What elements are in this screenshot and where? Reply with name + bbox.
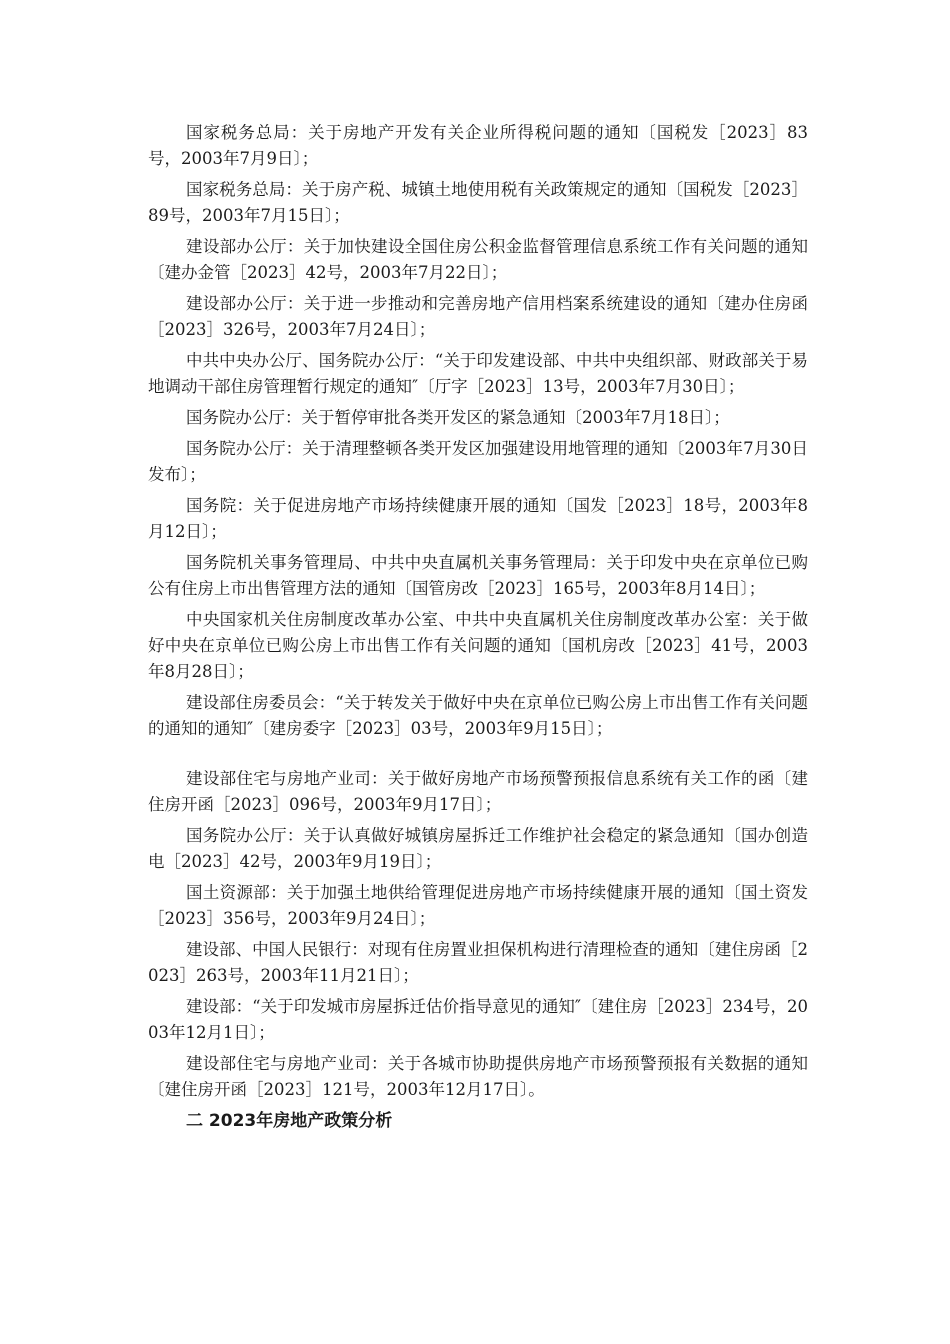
policy-item: 国务院：关于促进房地产市场持续健康开展的通知〔国发［2023］18号，2003年8月12日〕；	[148, 496, 808, 541]
policy-item: 建设部办公厅：关于加快建设全国住房公积金监督管理信息系统工作有关问题的通知〔建办金管［2023］42号，2003年7月22日〕；	[148, 237, 808, 282]
policy-item: 国家税务总局：关于房产税、城镇土地使用税有关政策规定的通知〔国税发［2023］89号，2003年7月15日〕；	[148, 180, 808, 225]
policy-item: 国家税务总局：关于房地产开发有关企业所得税问题的通知〔国税发［2023］83号，2003年7月9日〕；	[148, 123, 808, 168]
policy-item: 国土资源部：关于加强土地供给管理促进房地产市场持续健康开展的通知〔国土资发［2023］356号，2003年9月24日〕；	[148, 883, 808, 928]
policy-item: 中共中央办公厅、国务院办公厅：“关于印发建设部、中共中央组织部、财政部关于易地调动干部住房管理暂行规定的通知″〔厅字［2023］13号，2003年7月30日〕；	[148, 351, 808, 396]
policy-item: 国务院机关事务管理局、中共中央直属机关事务管理局：关于印发中央在京单位已购公有住房上市出售管理方法的通知〔国管房改［2023］165号，2003年8月14日〕；	[148, 553, 808, 598]
policy-item: 国务院办公厅：关于暂停审批各类开发区的紧急通知〔2003年7月18日〕；	[186, 408, 730, 427]
section-heading: 二 2023年房地产政策分析	[186, 1111, 393, 1131]
policy-item: 建设部住房委员会：“关于转发关于做好中央在京单位已购公房上市出售工作有关问题的通知的通知″〔建房委字［2023］03号，2003年9月15日〕；	[148, 693, 808, 738]
policy-item: 国务院办公厅：关于认真做好城镇房屋拆迁工作维护社会稳定的紧急通知〔国办创造电［2023］42号，2003年9月19日〕；	[148, 826, 808, 871]
policy-item: 建设部：“关于印发城市房屋拆迁估价指导意见的通知″〔建住房［2023］234号，2003年12月1日〕；	[148, 997, 808, 1042]
policy-item: 中央国家机关住房制度改革办公室、中共中央直属机关住房制度改革办公室：关于做好中央在京单位已购公房上市出售工作有关问题的通知〔国机房改［2023］41号，2003年8月28日〕；	[148, 610, 808, 681]
policy-item: 国务院办公厅：关于清理整顿各类开发区加强建设用地管理的通知〔2003年7月30日发布〕；	[148, 439, 808, 484]
policy-item: 建设部住宅与房地产业司：关于做好房地产市场预警预报信息系统有关工作的函〔建住房开函［2023］096号，2003年9月17日〕；	[148, 769, 808, 814]
policy-item: 建设部住宅与房地产业司：关于各城市协助提供房地产市场预警预报有关数据的通知〔建住房开函［2023］121号，2003年12月17日〕。	[148, 1054, 808, 1099]
document-page	[148, 120, 808, 1134]
policy-item: 建设部办公厅：关于进一步推动和完善房地产信用档案系统建设的通知〔建办住房函［2023］326号，2003年7月24日〕；	[148, 294, 808, 339]
policy-item: 建设部、中国人民银行：对现有住房置业担保机构进行清理检查的通知〔建住房函［2023］263号，2003年11月21日〕；	[148, 940, 808, 985]
